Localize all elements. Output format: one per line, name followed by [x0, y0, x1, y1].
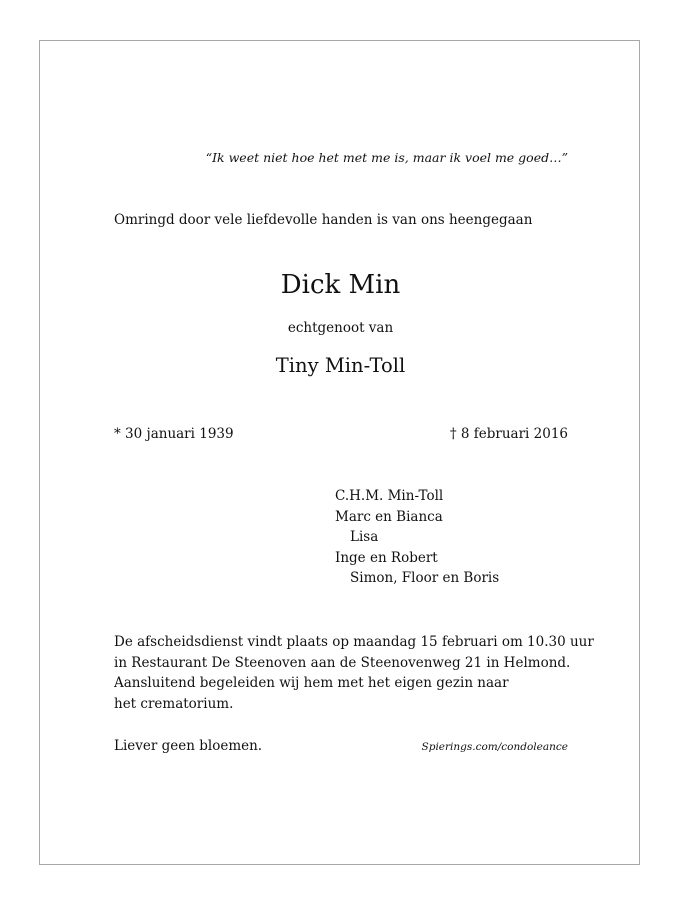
family-member: Marc en Bianca — [335, 508, 443, 525]
closing-text: Liever geen bloemen. — [114, 738, 263, 754]
service-line: in Restaurant De Steenoven aan de Steenovenweg 21 in Helmond. — [114, 654, 571, 671]
deceased-name: Dick Min — [280, 270, 401, 300]
birth-date: * 30 januari 1939 — [114, 426, 234, 442]
quote: “Ik weet niet hoe het met me is, maar ik voel me goed…” — [205, 150, 568, 165]
family-member: Lisa — [350, 529, 379, 545]
condolence-website: Spierings.com/condoleance — [421, 741, 568, 753]
service-line: het crematorium. — [114, 695, 234, 712]
intro-text: Omringd door vele liefdevolle handen is van ons heengegaan — [114, 212, 533, 228]
spouse-name: Tiny Min-Toll — [275, 354, 406, 377]
family-member: Simon, Floor en Boris — [350, 570, 500, 586]
relation-label: echtgenoot van — [287, 320, 394, 336]
service-info — [114, 632, 594, 714]
family-member: C.H.M. Min-Toll — [335, 488, 444, 504]
family-member: Inge en Robert — [335, 549, 438, 566]
family-list — [335, 486, 499, 589]
service-line: De afscheidsdienst vindt plaats op maandag 15 februari om 10.30 uur — [114, 634, 594, 650]
service-line: Aansluitend begeleiden wij hem met het eigen gezin naar — [114, 675, 509, 691]
death-date: † 8 februari 2016 — [449, 426, 568, 442]
